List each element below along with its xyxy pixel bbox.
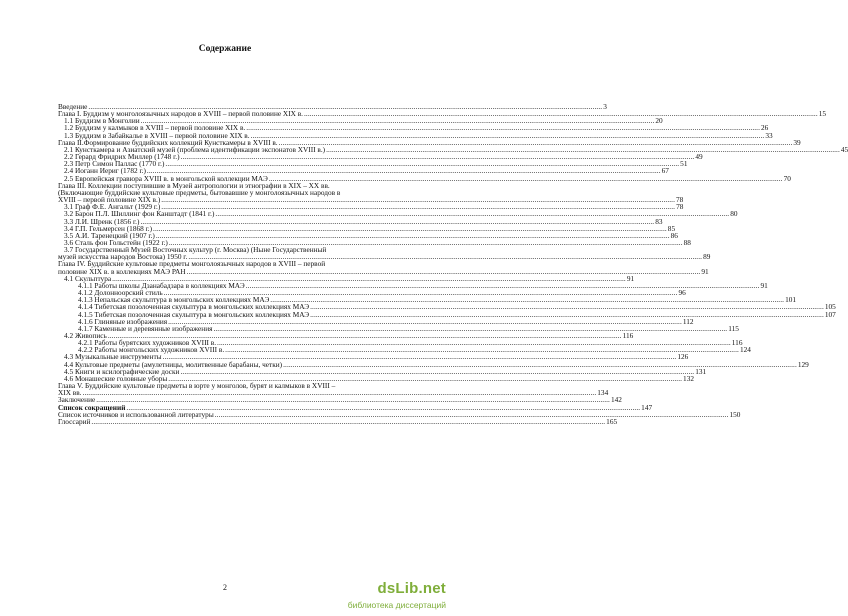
toc-entry-title: Список источников и использованной литературы [58,409,214,419]
toc-page-number: 83 [655,216,663,226]
toc-page-number: 86 [670,230,678,240]
toc-entry-title: 4.1.1 Работы школы Дзанабадзара в коллекциях МАЭ [78,280,245,290]
toc-page-number: 91 [701,266,709,276]
toc-entry-title: 3.3 Л.И. Шренк (1856 г.) [64,216,140,226]
toc-page-number: 115 [728,323,739,333]
toc-continuation-text: половине XIX в. в коллекциях МАЭ РАН [58,266,186,276]
toc-page-number: 51 [680,159,688,169]
toc-page-number: 33 [765,130,773,140]
toc-page-number: 15 [818,109,827,119]
toc-entry-title: 3.6 Сталь фон Гольстейн (1922 г.) [64,237,168,247]
toc-entry-title: 3.7 Государственный Музей Восточных культур (г. Москва) (Ныне Государственный [64,245,327,255]
toc-entry-title: 2.2 Герард Фридрих Миллер (1748 г.) [64,152,180,162]
toc-page-number: 105 [824,302,836,312]
toc-page-number: 129 [797,359,809,369]
toc-entry-title: 2.4 Иоганн Иериг (1782 г.) [64,166,146,176]
watermark-logo: dsLib.net [377,580,446,597]
toc-page-number: 3 [603,102,607,111]
toc-page-number: 78 [676,195,684,205]
toc-page-number: 116 [622,331,634,340]
toc-page-number: 45 [840,144,848,154]
page-title: Содержание [198,44,252,54]
toc-page-number: 78 [676,202,684,212]
toc-page-number: 39 [793,137,801,147]
toc-page-number: 80 [730,209,738,219]
toc-entry-title: Глава IV. Буддийские культовые предметы монголоязычных народов в XVIII – первой [58,259,326,269]
toc-entry-title: 4.2.1 Работы бурятских художников XVIII в. [78,338,217,348]
toc-entry-title: 4.6 Монашеские головные уборы [64,373,168,383]
toc-continuation-text: музей искусства народов Востока) 1950 г. [58,252,188,262]
toc-entry-title: 2.1 Кунсткамера и Азиатский музей (проблема идентификации экспонатов XVIII в.) [64,144,326,154]
toc-page-number: 101 [785,295,797,305]
toc-page-number: 126 [677,352,689,362]
toc-entry-title: Глава I. Буддизм у монголоязычных народов в XVIII – первой половине XIX в. [58,109,303,119]
toc-entry-title: 4.1 Скульптура [64,273,112,283]
watermark[interactable] [347,580,450,614]
toc-entry[interactable] [58,416,618,426]
toc-page-number: 89 [703,252,711,262]
toc-entry-title: 3.1 Граф Ф.Е. Ангальт (1929 г.) [64,202,161,212]
toc-entry-title: 4.1.6 Глиняные изображения [78,316,168,326]
toc-continuation-text: (Включающие буддийские культовые предметы, бытовавшие у монголоязычных народов в [58,187,341,197]
toc-entry-title: 1.2 Буддизм у калмыков в XVIII – первой половине XIX в. [64,123,246,133]
toc-page-number: 142 [610,395,622,405]
toc-page-number: 134 [597,388,609,398]
toc-entry-title: 3.5 А.И. Таренецкий (1907 г.) [64,230,155,240]
toc-entry-title: 1.1 Буддизм в Монголии [64,116,140,126]
toc-continuation-text: XIX вв. [58,388,82,398]
toc-entry-title: 4.1.5 Тибетская позолоченная скульптура в монгольских коллекциях МАЭ [78,309,310,319]
toc-page-number: 91 [626,273,635,283]
toc-entry-title: 4.4 Культовые предметы (амулетницы, молитвенные барабаны, четки) [64,359,283,369]
toc-leader-dots [269,175,783,182]
toc-entry-title: Глоссарий [58,416,91,426]
toc-page-number: 26 [761,123,769,133]
toc-page-number: 132 [683,373,694,383]
toc-page-number: 67 [661,166,669,176]
toc-entry-title: Глава V. Буддийские культовые предметы в юрте у монголов, бурят и калмыков в XVIII – [58,381,336,391]
toc-page-number: 131 [695,366,707,376]
toc-page-number: 107 [824,309,836,319]
toc-entry-title: 4.2 Живопись [64,331,107,340]
toc-page-number: 70 [783,173,791,183]
toc-entry-title: Список сокращений [58,402,126,412]
toc-entry-title: Глава III. Коллекции поступившие в Музей антропологии и этнографии в XIX – XX вв. [58,180,330,190]
page-number: 2 [223,583,227,592]
toc-page-number: 91 [760,280,768,290]
toc-page-number: 124 [739,345,751,355]
table-of-contents [58,102,848,426]
toc-entry-title: Глава II.Формирование буддийских коллекций Кунсткамеры в XVIII в. [58,137,278,147]
toc-entry-title: 4.1.3 Непальская скульптура в монгольских коллекциях МАЭ [78,295,270,305]
toc-page-number: 96 [678,288,686,298]
toc-continuation-text: XVIII – первой половине XIX в.) [58,195,161,205]
toc-entry-title: 4.1.4 Тибетская позолоченная скульптура в монгольских коллекциях МАЭ [78,302,310,312]
toc-page-number: 49 [695,152,703,162]
toc-page-number: 20 [655,116,663,126]
toc-entry-title: 2.3 Петр Симон Паллас (1770 г.) [64,159,165,169]
toc-leader-dots [91,418,605,425]
toc-entry-title: Введение [58,102,88,111]
toc-page-number: 116 [731,338,743,348]
toc-entry-title: 4.1.2 Долонноорский стиль [78,288,163,298]
toc-entry-title: 1.3 Буддизм в Забайкалье в XVIII – первой половине XIX в. [64,130,250,140]
toc-entry-title: 4.2.2 Работы монгольских художников XVIII в. [78,345,225,355]
toc-entry-title: 4.3 Музыкальные инструменты [64,352,162,362]
toc-page-number: 112 [682,316,694,326]
toc-page-number: 147 [641,402,653,412]
toc-page-number: 150 [729,409,741,419]
toc-entry-title: 3.4 Г.П. Гельмерсен (1868 г.) [64,223,153,233]
toc-page-number: 85 [667,223,676,233]
toc-page-number: 88 [683,237,691,247]
toc-entry-title: Заключение [58,395,96,405]
toc-entry-title: 2.5 Европейская гравюра XVIII в. в монгольской коллекции МАЭ [64,173,268,183]
toc-page-number: 165 [606,416,618,426]
toc-entry-title: 4.5 Книги и ксилографические доски [64,366,180,376]
toc-entry-title: 4.1.7 Каменные и деревянные изображения [78,323,213,333]
watermark-subtitle: библиотека диссертаций [347,600,446,610]
toc-entry-title: 3.2 Барон П.Л. Шиллинг фон Канштадт (1841 г.) [64,209,215,219]
